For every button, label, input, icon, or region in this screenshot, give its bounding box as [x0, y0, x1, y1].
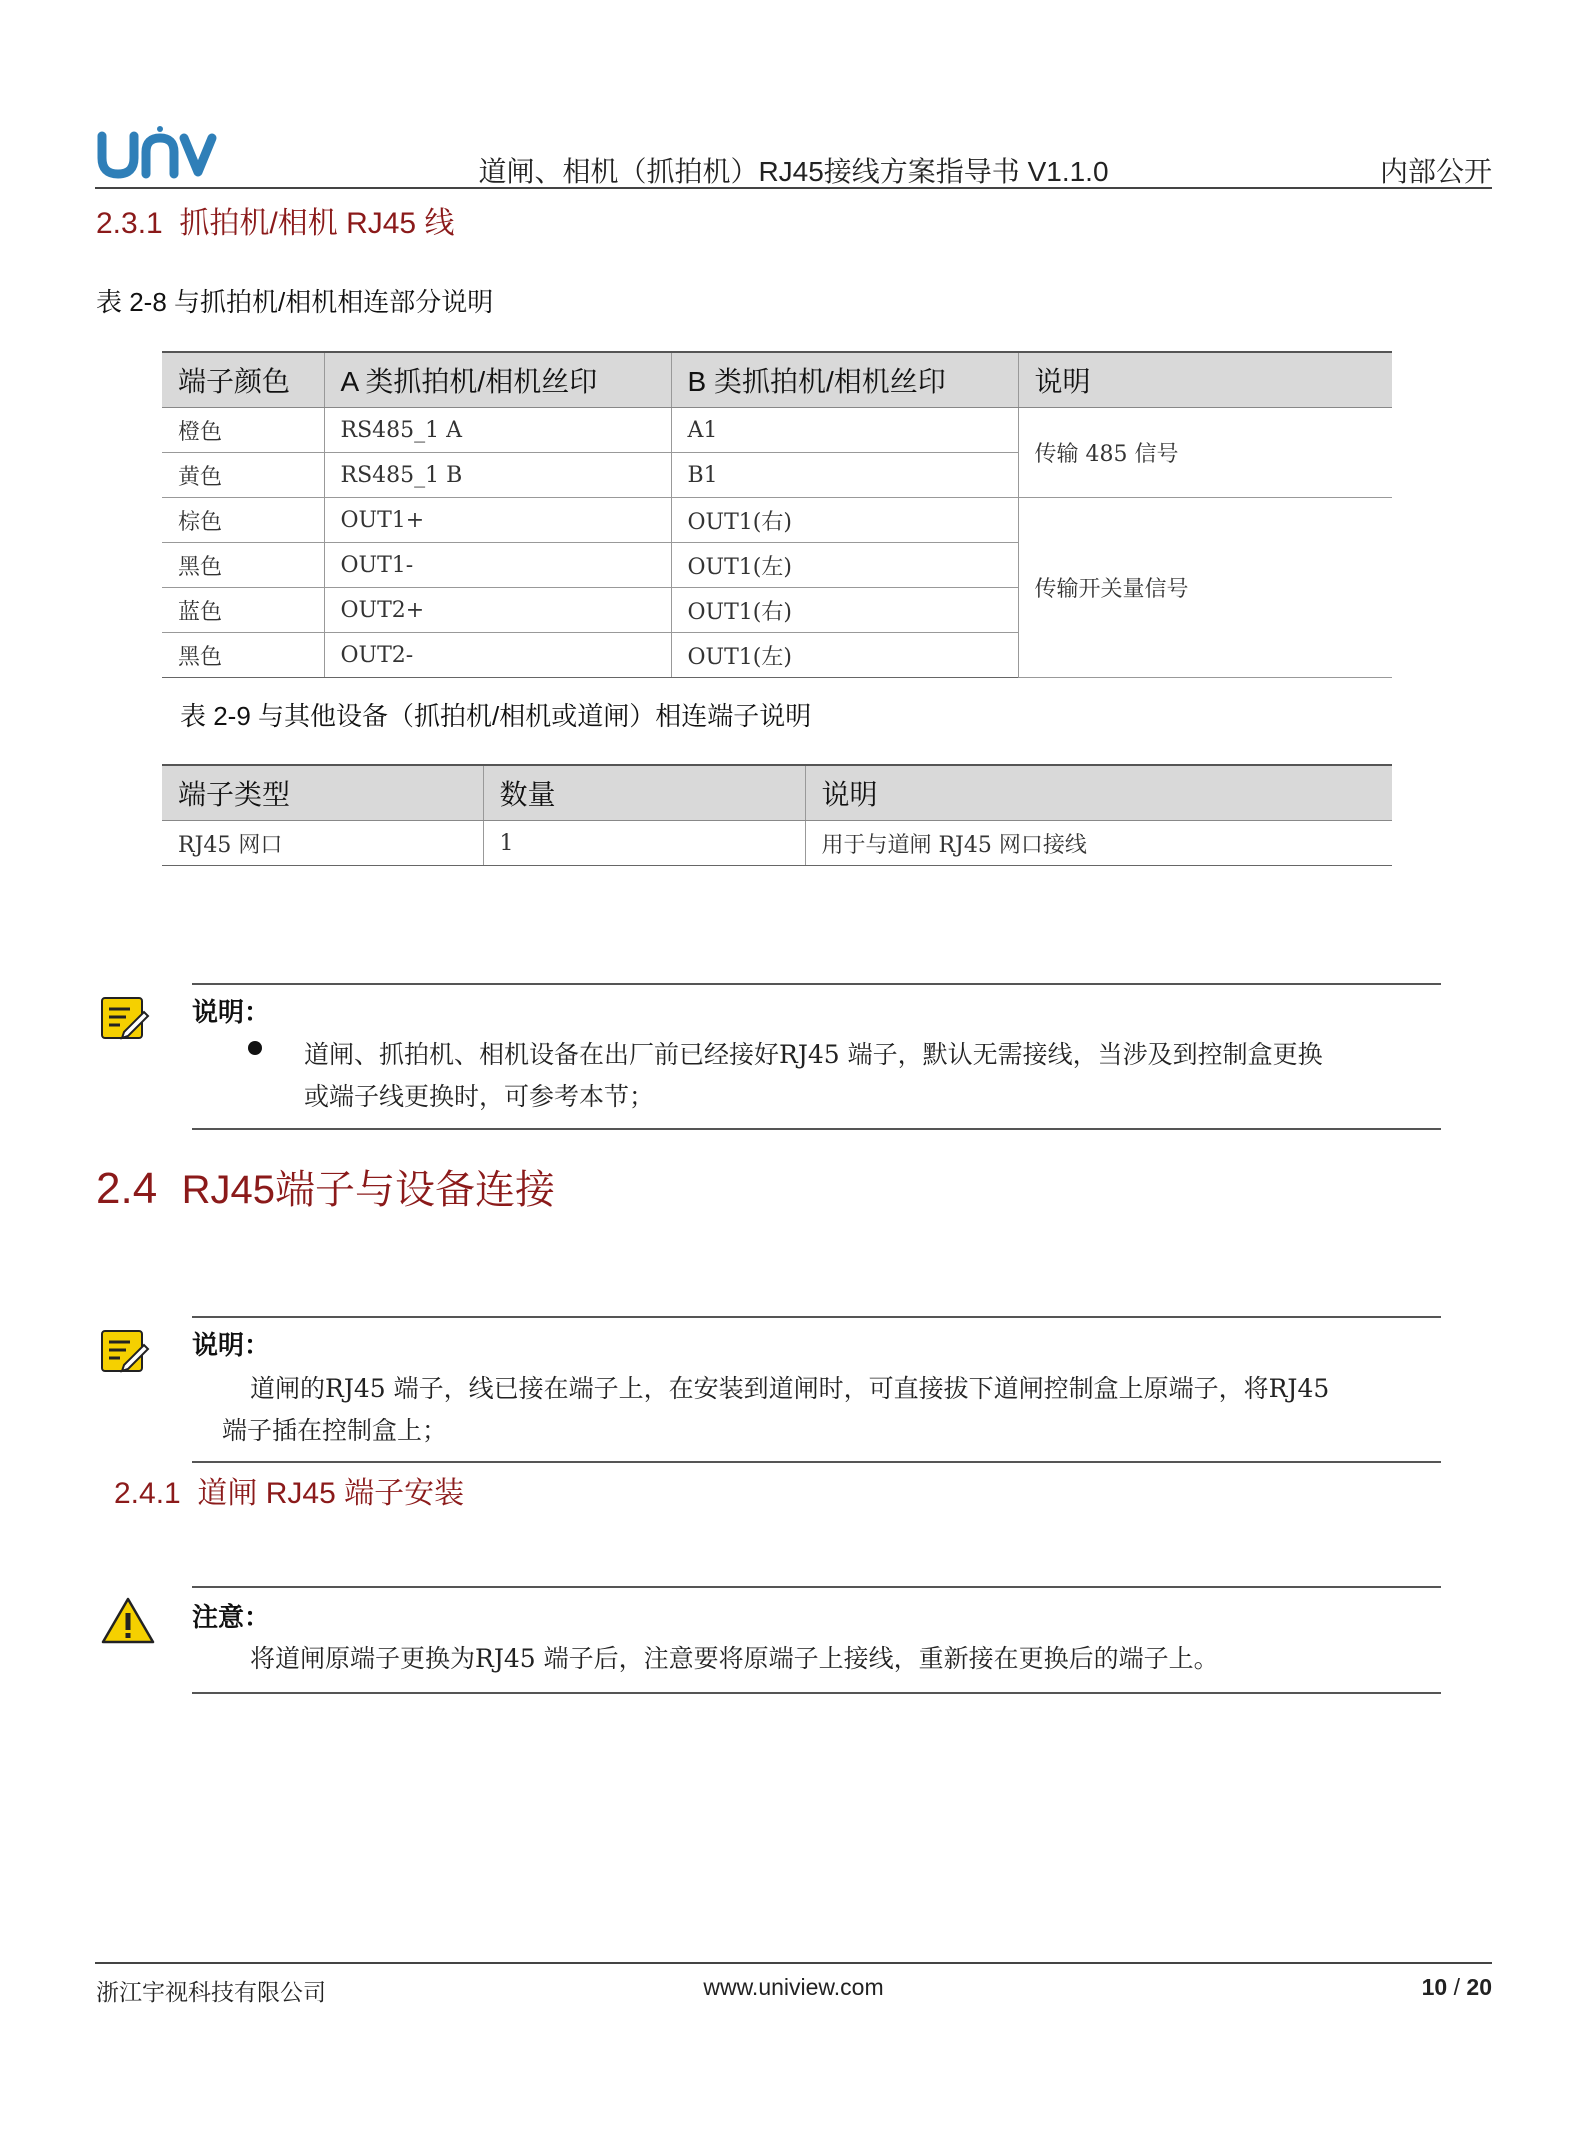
header-cell: 端子颜色: [162, 352, 324, 408]
cell: OUT1(右): [671, 498, 1018, 543]
cell: 用于与道闸 RJ45 网口接线: [805, 821, 1392, 866]
note-text: 道闸的RJ45 端子，线已接在端子上，在安装到道闸时，可直接拔下道闸控制盒上原端子，将RJ45 端子插在控制盒上；: [222, 1374, 1330, 1445]
cell: RS485_1 B: [324, 453, 671, 498]
header-cell: 端子类型: [162, 765, 483, 821]
note-title: 说明：: [192, 997, 271, 1027]
table-row: [162, 821, 1392, 866]
cell: 1: [483, 821, 805, 866]
footer-website: www.uniview.com: [703, 1974, 884, 2000]
caution-text: 将道闸原端子更换为RJ45 端子后，注意要将原端子上接线，重新接在更换后的端子上。: [250, 1644, 1219, 1673]
note-icon: [100, 1327, 150, 1377]
header-cell: 数量: [483, 765, 805, 821]
table-2-9: [162, 764, 1392, 866]
cell: OUT1+: [324, 498, 671, 543]
note-top-divider: [192, 1316, 1441, 1318]
header-cell: 说明: [1018, 352, 1392, 408]
cell: OUT1(右): [671, 588, 1018, 633]
caution-bottom-divider: [192, 1692, 1441, 1694]
table-2-9-caption: 表 2-9 与其他设备（抓拍机/相机或道闸）相连端子说明: [180, 701, 812, 731]
header-cell: 说明: [805, 765, 1392, 821]
header-cell: B 类抓拍机/相机丝印: [671, 352, 1018, 408]
note-bottom-divider: [192, 1128, 1441, 1130]
note-icon: [100, 994, 150, 1044]
caution-title: 注意：: [192, 1602, 271, 1632]
note-text: 道闸、抓拍机、相机设备在出厂前已经接好RJ45 端子，默认无需接线，当涉及到控制盒更换 或端子线更换时，可参考本节；: [304, 1040, 1323, 1111]
bullet-icon: [248, 1041, 262, 1055]
warning-icon: [100, 1596, 150, 1646]
section-heading-2-4-1: 2.4.1 道闸 RJ45 端子安装: [114, 1477, 465, 1510]
cell: 棕色: [162, 498, 324, 543]
table-header-row: [162, 765, 1392, 821]
cell: 黄色: [162, 453, 324, 498]
cell: OUT1(左): [671, 543, 1018, 588]
table-2-8: [162, 351, 1392, 678]
note-bottom-divider: [192, 1461, 1441, 1463]
cell: 黑色: [162, 543, 324, 588]
cell: RS485_1 A: [324, 408, 671, 453]
footer-divider: [95, 1962, 1492, 1964]
cell: B1: [671, 453, 1018, 498]
table-header-row: [162, 352, 1392, 408]
note-top-divider: [192, 983, 1441, 985]
cell-note: 传输 485 信号: [1018, 408, 1392, 498]
cell: OUT1(左): [671, 633, 1018, 678]
classification-label: 内部公开: [1379, 156, 1492, 187]
cell-note: 传输开关量信号: [1018, 498, 1392, 678]
cell: 蓝色: [162, 588, 324, 633]
document-title: 道闸、相机（抓拍机）RJ45接线方案指导书 V1.1.0: [478, 156, 1109, 187]
section-heading-2-4: 2.4 RJ45端子与设备连接: [96, 1164, 556, 1213]
cell: 黑色: [162, 633, 324, 678]
header-cell: A 类抓拍机/相机丝印: [324, 352, 671, 408]
section-heading-2-3-1: 2.3.1 抓拍机/相机 RJ45 线: [96, 207, 455, 240]
table-2-8-caption: 表 2-8 与抓拍机/相机相连部分说明: [96, 287, 494, 317]
cell: OUT2-: [324, 633, 671, 678]
header-divider: [95, 187, 1492, 189]
cell: A1: [671, 408, 1018, 453]
table-row: [162, 408, 1392, 453]
page-number: 10 / 20: [1421, 1974, 1492, 2000]
cell: OUT1-: [324, 543, 671, 588]
cell: OUT2+: [324, 588, 671, 633]
caution-top-divider: [192, 1586, 1441, 1588]
table-row: [162, 498, 1392, 543]
note-title: 说明：: [192, 1330, 271, 1360]
cell: RJ45 网口: [162, 821, 483, 866]
footer-company: 浙江宇视科技有限公司: [96, 1979, 326, 2005]
cell: 橙色: [162, 408, 324, 453]
